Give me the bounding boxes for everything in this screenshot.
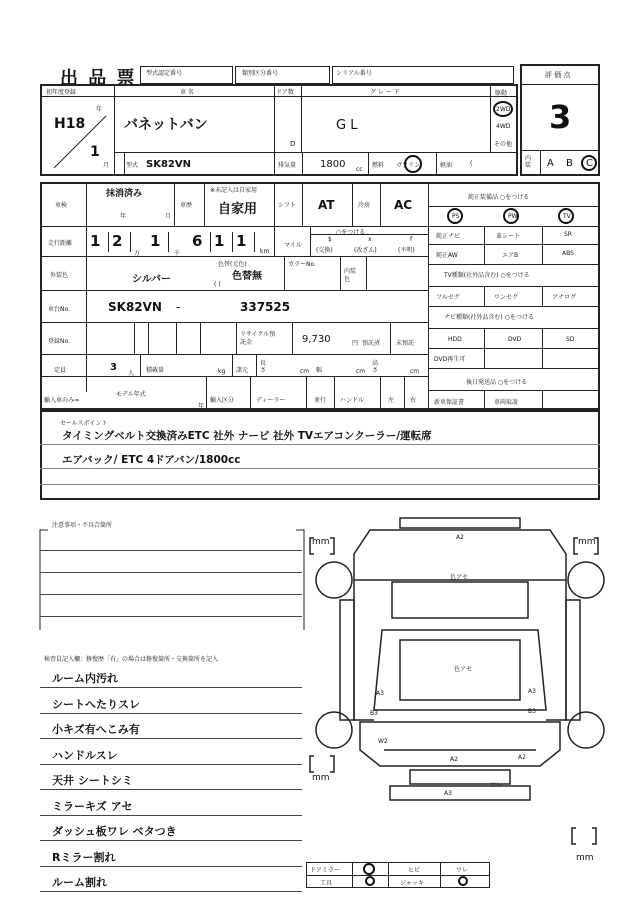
year-unit: 年 <box>120 213 127 220</box>
equip-aw: 純正AW <box>436 252 458 259</box>
fuel-label: 燃料 <box>372 162 385 169</box>
year-suffix: 年 <box>96 106 103 113</box>
chassis-label: 車台No. <box>48 306 70 313</box>
mileage-digit: 1 <box>214 232 225 250</box>
model-label: 型式 <box>126 162 139 169</box>
mark-wa: ワレ <box>490 782 503 789</box>
defect-item: 小キズ有へこみ有 <box>52 723 140 736</box>
doors-label: ドア数 <box>276 89 294 96</box>
part-door-mirror: ドアミラー <box>310 867 340 874</box>
mm-label-br: mm <box>576 853 594 863</box>
defect-item: ハンドルスレ <box>52 748 118 762</box>
cc-unit: cc <box>356 166 363 173</box>
tools-circle <box>365 876 375 886</box>
cm-unit-1: cm <box>300 368 310 375</box>
color-paren: ( ) <box>214 281 221 288</box>
tv-type-title: TV種類(社外品含む) ○をつける <box>444 272 530 279</box>
grade-value: G L <box>336 118 358 133</box>
height-label: 高さ <box>372 360 379 374</box>
tv-oneseg: ワンセグ <box>494 294 519 301</box>
later-title: 後日発送品 ○をつける <box>466 379 528 386</box>
notes-bracket <box>36 522 308 634</box>
chassis-prefix: SK82VN <box>108 300 162 314</box>
month-suffix: 月 <box>103 162 110 169</box>
dealer: ディーラー <box>256 397 286 404</box>
history-value: 自家用 <box>218 202 258 217</box>
mark-a2-right: A2 <box>518 754 526 761</box>
drive-2wd: 2WD <box>496 106 511 113</box>
shift-value: AT <box>318 198 335 212</box>
tv-analog: アナログ <box>552 294 577 301</box>
equipment-title: 純正装備品 ○をつける <box>468 194 530 201</box>
equip-ps: PS <box>452 213 460 220</box>
exchange: (交換) <box>316 247 333 254</box>
capacity-label: 定員 <box>54 367 67 374</box>
car-name-label: 車 名 <box>180 89 194 96</box>
car-name: バネットバン <box>124 117 208 133</box>
navi-dvd: DVD <box>508 336 522 343</box>
month-unit: 月 <box>165 213 172 220</box>
history-label: 車歴 <box>180 202 193 209</box>
load-unit: kg <box>218 368 226 375</box>
displacement-value: 1800 <box>320 159 346 170</box>
equip-tv-circle <box>558 208 574 224</box>
defect-item: ミラーキズ アセ <box>52 799 133 813</box>
drive-other: その他 <box>494 141 513 148</box>
inspection-value: 抹消済み <box>106 189 143 199</box>
navi-sd: SD <box>566 336 575 343</box>
interior-a: A <box>547 158 554 169</box>
equip-tv: TV <box>563 213 571 220</box>
equip-airbag: エアB <box>502 252 519 259</box>
inspection-label: 車検 <box>55 202 68 209</box>
part-tools: 工具 <box>320 880 333 887</box>
interior-c-circle <box>581 155 597 171</box>
date-slash <box>50 110 110 172</box>
capacity-unit: 人 <box>128 370 135 377</box>
sym-dollar: $ <box>328 236 332 243</box>
mileage-digit: 1 <box>90 232 101 250</box>
cm-unit-2: cm <box>356 368 366 375</box>
fuel-gas: ガソリン <box>396 162 421 169</box>
recycle-not: 未預託 <box>396 340 415 347</box>
defect-item: シートへたりスレ <box>52 697 140 711</box>
mileage-label: 走行距離 <box>48 240 73 247</box>
part-crack: ヒビ <box>408 867 421 874</box>
fuel-gas-circle <box>404 155 422 173</box>
mileage-digit: 1 <box>236 232 247 250</box>
sym-x: x <box>368 236 372 243</box>
ac-label: 冷房 <box>358 202 371 209</box>
first-reg-label: 初年度登録 <box>46 89 77 96</box>
category-label: 類別区分番号 <box>242 70 279 77</box>
mileage-sen: 千 <box>174 250 181 257</box>
serial-label: シリアル番号 <box>336 70 372 77</box>
cm-unit-3: cm <box>410 368 420 375</box>
altered: (改ざん) <box>354 247 377 254</box>
mileage-digit: 6 <box>192 232 203 250</box>
color-no-label: カラーNo. <box>288 261 316 268</box>
type-cert-label: 型式認定番号 <box>146 70 183 77</box>
mm-label-tr: mm <box>578 537 596 547</box>
unknown: (不明) <box>398 247 415 254</box>
mark-a2-top: A2 <box>456 534 464 541</box>
mileage-km: km <box>260 248 270 255</box>
mark-b3-left: B3 <box>370 710 378 717</box>
defect-item: 天井 シートシミ <box>52 774 133 787</box>
door-mirror-circle <box>363 863 375 875</box>
mark-a2-low: A2 <box>450 756 458 763</box>
recycle-done: 預託済 <box>362 340 381 347</box>
equip-pw: PW <box>508 213 518 220</box>
reg-no-label: 登録No. <box>48 338 70 345</box>
mileage-digit: 2 <box>112 232 123 250</box>
form-title: 出 品 票 <box>60 68 137 89</box>
chassis-dash: - <box>176 300 181 314</box>
import-cat-label: 輸入区分 <box>210 397 235 404</box>
interior-c: C <box>586 158 593 169</box>
interior-color-label: 内装色 <box>344 268 357 283</box>
navi-hdd: HDD <box>448 336 462 343</box>
drive-4wd: 4WD <box>496 123 511 130</box>
shift-label: シフト <box>278 202 297 209</box>
grade-label: グ レ ー ド <box>370 89 400 96</box>
defect-item: ダッシュ板ワレ ベタつき <box>52 825 177 838</box>
defect-item: ルーム内汚れ <box>52 672 118 685</box>
score-label: 評 価 点 <box>545 71 571 79</box>
mark-b3-right: B3 <box>528 708 536 715</box>
left: 左 <box>388 397 395 404</box>
exterior-label: 外装色 <box>50 272 69 279</box>
era-year: H18 <box>54 116 86 132</box>
tv-fullseg: フルセグ <box>436 294 460 301</box>
doors-value: D <box>290 140 296 148</box>
model-value: SK82VN <box>146 159 191 170</box>
model-year-label: モデル年式 <box>116 391 146 398</box>
year-unit-2: 年 <box>198 403 205 410</box>
equip-pw-circle <box>503 208 519 224</box>
equip-abs: ABS <box>562 250 574 257</box>
interior-label: 内装 <box>525 155 532 169</box>
notes-label: 注意事項・不具合箇所 <box>52 522 113 529</box>
recycle-unit: 円 <box>352 340 359 347</box>
part-jack: ジャッキ <box>400 880 424 887</box>
right: 右 <box>410 397 417 404</box>
part-broken: ワレ <box>456 867 469 874</box>
capacity-value: 3 <box>110 362 117 373</box>
history-note: ※未記入は自家用 <box>210 187 258 194</box>
mm-label-bl: mm <box>312 773 330 783</box>
sales-label: セールスポイント <box>60 420 108 427</box>
equip-leather: 革シート <box>496 233 521 240</box>
sales-line2: エアバック/ ETC 4ドアバン/1800cc <box>62 454 241 466</box>
mileage-digit: 1 <box>150 232 161 250</box>
jack-circle <box>458 876 468 886</box>
import-label: 輸入車のみ⇒ <box>44 397 80 404</box>
mark-a3-right: A3 <box>528 688 536 695</box>
chassis-number: 337525 <box>240 300 291 314</box>
recycle-value: 9,730 <box>302 334 331 345</box>
mark-w2: W2 <box>378 738 388 745</box>
equip-navi: 純正ナビ <box>436 233 461 240</box>
mm-label-tl: mm <box>312 537 330 547</box>
width-label: 幅 <box>316 367 323 374</box>
parallel: 並行 <box>314 397 327 404</box>
mileage-man: 万 <box>134 250 141 257</box>
circle-note-1: ○をつける <box>336 229 366 236</box>
defect-item: Rミラー割れ <box>52 850 116 864</box>
mark-a3-bottom: A3 <box>444 790 452 797</box>
handle-label: ハンドル <box>340 397 365 404</box>
later-manual: 車両取説 <box>494 399 519 406</box>
recycle-label: リサイクル預託金 <box>240 331 276 346</box>
inspector-label: 検査員記入欄：修復歴「有」の場合は修復箇所・交換箇所を記入 <box>44 656 219 663</box>
mark-roof-color: 色アセ <box>450 574 468 581</box>
ac-value: AC <box>394 198 413 212</box>
equip-ps-circle <box>447 208 463 224</box>
length-label: 長さ <box>260 360 267 374</box>
defect-item: ルーム割れ <box>52 876 107 889</box>
displacement-label: 排気量 <box>278 162 297 169</box>
fuel-paren: ( <box>470 160 473 167</box>
score-value: 3 <box>549 98 572 136</box>
interior-b: B <box>566 158 573 169</box>
drive-label: 駆動 <box>495 90 508 97</box>
color-change-value: 色替無 <box>232 271 262 282</box>
load-label: 積載量 <box>146 367 165 374</box>
sym-f: f <box>410 236 413 243</box>
later-warranty: 新車保証書 <box>434 399 465 406</box>
drive-2wd-circle <box>493 101 513 117</box>
sales-line1: タイミングベルト交換済みETC 社外 ナービ 社外 TVエアコンクーラー/運転席 <box>62 430 432 442</box>
month-value: 1 <box>90 144 100 160</box>
mile-label: マイル <box>284 242 302 249</box>
exterior-value: シルバー <box>132 274 172 285</box>
mark-mid-color: 色アセ <box>454 666 472 673</box>
color-change-label: 色替(元色) <box>218 261 247 268</box>
fuel-light-oil: 軽油 <box>440 162 453 169</box>
mark-a3-left: A3 <box>376 690 384 697</box>
navi-type-title: ナビ種類(社外品含む) ○をつける <box>444 314 534 321</box>
dims-label: 諸元 <box>236 367 249 374</box>
equip-sr: SR <box>564 231 572 238</box>
dvd-play: DVD再生可 <box>434 356 466 363</box>
